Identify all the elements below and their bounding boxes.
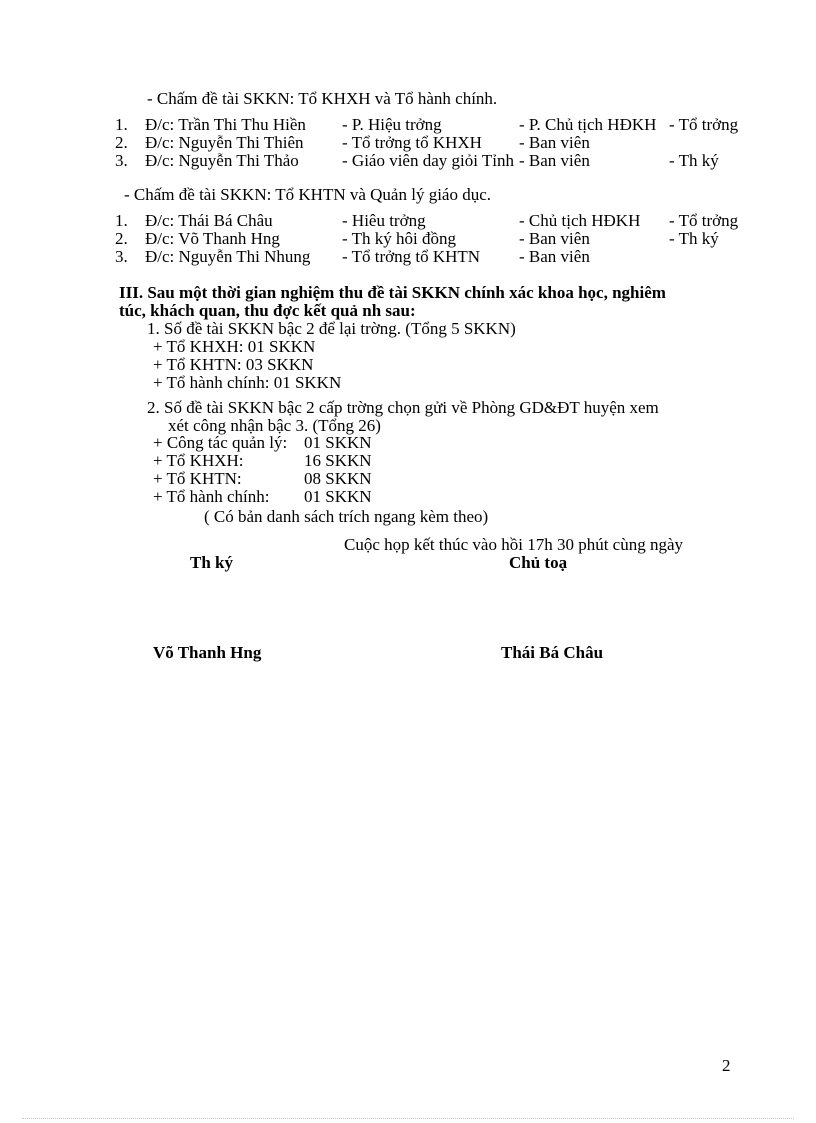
secretary-name: Võ Thanh Hng bbox=[153, 643, 262, 662]
member-role: - Ban viên bbox=[519, 133, 590, 152]
member-num: 3. bbox=[115, 247, 128, 266]
member-num: 2. bbox=[115, 229, 128, 248]
khtn-member-row-3 bbox=[115, 248, 755, 266]
member-title: - Th ký bbox=[669, 229, 719, 248]
member-position: - Giáo viên day giỏi Tỉnh bbox=[342, 151, 515, 170]
member-name: Đ/c: Nguyễn Thi Thiên bbox=[145, 133, 304, 152]
result-item-1-sub-3: + Tổ hành chính: 01 SKKN bbox=[153, 373, 342, 392]
section-khtn-heading: - Chấm đề tài SKKN: Tổ KHTN và Quản lý giáo dục. bbox=[124, 185, 492, 204]
member-position: - Tổ trởng tổ KHXH bbox=[342, 133, 482, 152]
khtn-member-row-1 bbox=[115, 212, 755, 230]
member-role: - Ban viên bbox=[519, 151, 590, 170]
member-num: 1. bbox=[115, 211, 128, 230]
section-iii-heading-line1: III. Sau một thời gian nghiệm thu đề tài SKKN chính xác khoa học, nghiêm bbox=[119, 283, 666, 302]
khxh-member-row-3 bbox=[115, 152, 755, 170]
result-item-2-sub-4-label: + Tổ hành chính: bbox=[153, 487, 270, 506]
attachment-note: ( Có bản danh sách trích ngang kèm theo) bbox=[204, 507, 489, 526]
member-name: Đ/c: Nguyễn Thi Thảo bbox=[145, 151, 299, 170]
chair-title: Chủ toạ bbox=[509, 553, 568, 572]
section-khxh-heading: - Chấm đề tài SKKN: Tổ KHXH và Tổ hành chính. bbox=[147, 89, 498, 108]
khtn-member-row-2 bbox=[115, 230, 755, 248]
member-position: - Hiêu trởng bbox=[342, 211, 426, 230]
result-item-2-sub-3-label: + Tổ KHTN: bbox=[153, 469, 242, 488]
result-item-2-sub-3-value: 08 SKKN bbox=[304, 469, 372, 488]
member-title: - Tổ trởng bbox=[669, 115, 739, 134]
secretary-title: Th ký bbox=[190, 553, 233, 572]
member-role: - Ban viên bbox=[519, 247, 590, 266]
result-item-2-line2: xét công nhận bậc 3. (Tổng 26) bbox=[168, 416, 381, 435]
result-item-1-sub-1: + Tổ KHXH: 01 SKKN bbox=[153, 337, 316, 356]
khxh-member-row-1 bbox=[115, 116, 755, 134]
result-item-1: 1. Số đề tài SKKN bậc 2 để lại trờng. (Tổng 5 SKKN) bbox=[147, 319, 516, 338]
result-item-2-sub-2-value: 16 SKKN bbox=[304, 451, 372, 470]
result-item-1-sub-2: + Tổ KHTN: 03 SKKN bbox=[153, 355, 314, 374]
result-item-2-line1: 2. Số đề tài SKKN bậc 2 cấp trờng chọn gửi về Phòng GD&ĐT huyện xem bbox=[147, 398, 659, 417]
result-item-2-sub-4-value: 01 SKKN bbox=[304, 487, 372, 506]
member-name: Đ/c: Thái Bá Châu bbox=[145, 211, 273, 230]
section-iii-heading-line2: túc, khách quan, thu đợc kết quả nh sau: bbox=[119, 301, 416, 320]
member-position: - Tổ trởng tổ KHTN bbox=[342, 247, 481, 266]
page-number: 2 bbox=[722, 1056, 731, 1075]
member-role: - P. Chủ tịch HĐKH bbox=[519, 115, 657, 134]
result-item-2-sub-1-value: 01 SKKN bbox=[304, 433, 372, 452]
member-position: - Th ký hôi đồng bbox=[342, 229, 456, 248]
member-title: - Th ký bbox=[669, 151, 719, 170]
member-position: - P. Hiệu trởng bbox=[342, 115, 442, 134]
member-num: 2. bbox=[115, 133, 128, 152]
member-num: 1. bbox=[115, 115, 128, 134]
khxh-member-row-2 bbox=[115, 134, 755, 152]
member-role: - Ban viên bbox=[519, 229, 590, 248]
member-name: Đ/c: Võ Thanh Hng bbox=[145, 229, 280, 248]
page-bottom-rule bbox=[22, 1118, 794, 1119]
member-title: - Tổ trởng bbox=[669, 211, 739, 230]
result-item-2-sub-2-label: + Tổ KHXH: bbox=[153, 451, 244, 470]
member-role: - Chủ tịch HĐKH bbox=[519, 211, 641, 230]
member-num: 3. bbox=[115, 151, 128, 170]
result-item-2-sub-1-label: + Công tác quản lý: bbox=[153, 433, 288, 452]
member-name: Đ/c: Nguyễn Thi Nhung bbox=[145, 247, 311, 266]
member-name: Đ/c: Trần Thi Thu Hiền bbox=[145, 115, 306, 134]
closing-statement: Cuộc họp kết thúc vào hồi 17h 30 phút cùng ngày bbox=[344, 535, 684, 554]
chair-name: Thái Bá Châu bbox=[501, 643, 604, 662]
